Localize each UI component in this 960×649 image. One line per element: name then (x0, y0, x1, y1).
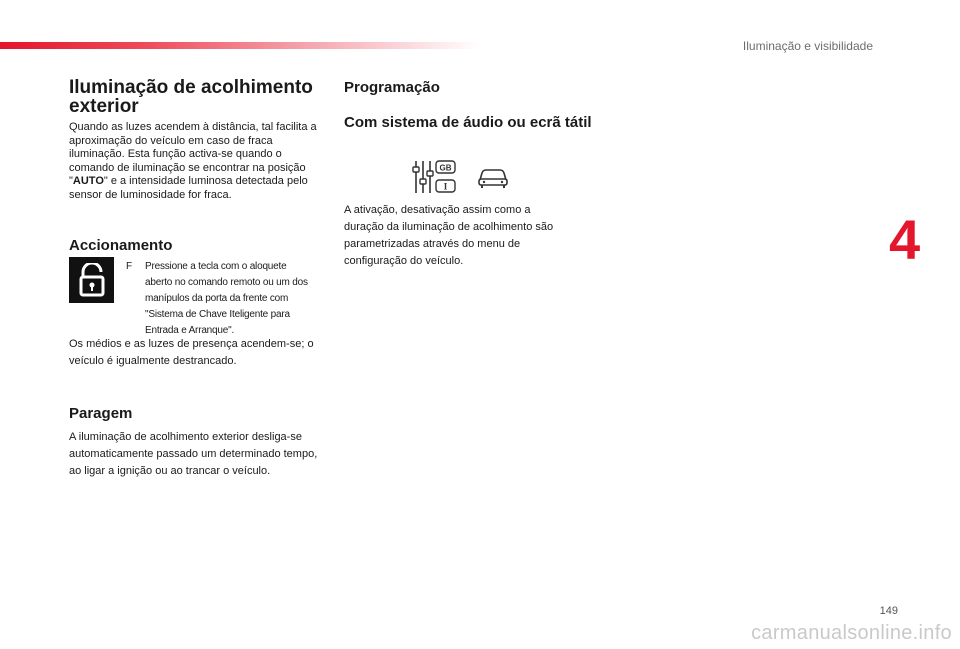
car-icon (477, 164, 509, 190)
activation-heading: Accionamento (69, 237, 173, 254)
settings-sliders-icon (412, 159, 458, 195)
intro-bold-auto: AUTO (72, 175, 104, 187)
activation-bullet-text: Pressione a tecla com o aloquete aberto no comando remoto ou um dos manípulos da porta da frente com "Sistema de Chave Iteligente para Entrada e Arranque". (145, 261, 308, 336)
settings-badge-bottom: I (443, 181, 448, 192)
intro-paragraph (69, 121, 325, 202)
section-title: Iluminação de acolhimento exterior (69, 77, 313, 117)
page-number: 149 (879, 605, 898, 617)
unlock-icon (77, 263, 107, 297)
chapter-title: Iluminação e visibilidade (742, 39, 873, 53)
intro-text-before: Quando as luzes acendem à distância, tal facilita a aproximação do veículo em caso de fraca iluminação. Esta função activa-se quando o comando de iluminação se encontrar na posição " (69, 121, 317, 187)
programming-text: A ativação, desativação assim como a duração da iluminação de acolhimento são parametrizadas através do menu de configuração do veículo. (344, 204, 554, 267)
stop-text: A iluminação de acolhimento exterior desliga-se automaticamente passado um determinado tempo, ao ligar a ignição ou ao trancar o veículo. (69, 431, 318, 477)
bullet-marker: F (126, 261, 133, 272)
activation-result-text: Os médios e as luzes de presença acendem-se; o veículo é igualmente destrancado. (69, 338, 314, 367)
unlock-icon-box (69, 257, 114, 303)
stop-heading: Paragem (69, 405, 133, 422)
audio-system-subheading: Com sistema de áudio ou ecrã tátil (344, 114, 592, 131)
intro-text-after: " e a intensidade luminosa detectada pelo sensor de luminosidade for fraca. (69, 175, 308, 201)
programming-heading: Programação (344, 79, 440, 96)
header-accent-bar (0, 42, 480, 49)
watermark: carmanualsonline.info (751, 622, 952, 644)
settings-badge-top: GB (439, 163, 452, 173)
chapter-number: 4 (889, 208, 921, 271)
